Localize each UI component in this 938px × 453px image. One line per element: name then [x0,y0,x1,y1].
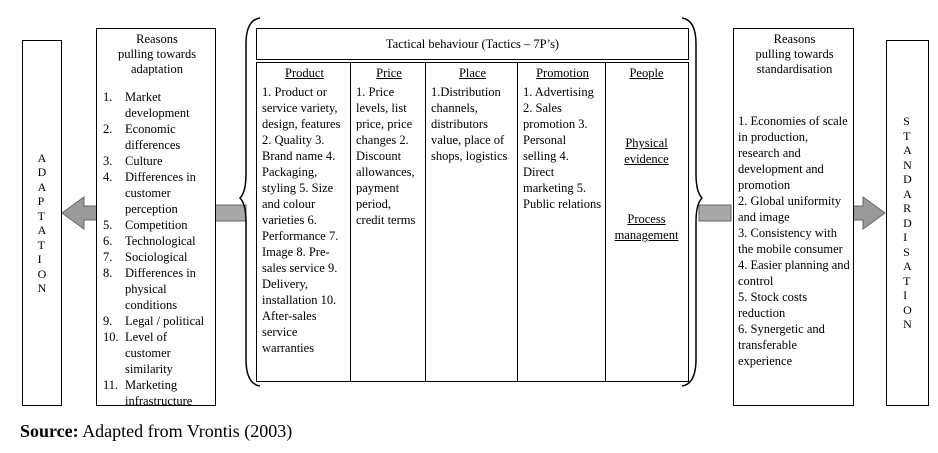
process-management: Process management [614,212,679,242]
header-line: pulling towards [117,47,197,61]
list-item: 5. Stock costs reduction [738,290,808,320]
vertical-letter: S [903,244,910,259]
item-text: Technological [125,234,196,248]
list-item [103,121,211,153]
item-number: 2. [103,122,113,136]
source-label: Source: [20,421,79,441]
price-heading: Price [376,66,402,80]
item-text: Level of customer similarity [125,330,173,376]
price-column [351,63,426,381]
product-heading: Product [285,66,324,80]
item-number: 10. [103,330,119,344]
adaptation-reasons-list [103,89,211,409]
header-line: Reasons [136,32,178,46]
vertical-letter: N [37,281,47,295]
list-item: 3. Consistency with the mobile consumer [738,226,843,256]
item-text: Differences in customer perception [125,170,196,216]
item-text: Marketing infrastructure [125,378,193,408]
vertical-letter: I [903,230,908,245]
source-caption [20,421,292,442]
vertical-letter: T [37,208,45,223]
list-item [103,329,211,377]
list-item: 1. Economies of scale in production, research and development and promotion [738,114,848,192]
vertical-letter: A [903,186,912,201]
list-item [103,249,211,265]
vertical-letter: R [903,201,912,216]
list-item [103,217,211,233]
list-item [103,153,211,169]
people-column [606,63,687,381]
vertical-letter: N [903,317,912,332]
price-list: 1. Price levels, list price, price changes 2. Discount allowances, payment period, credit terms [356,85,416,227]
promotion-list: 1. Advertising 2. Sales promotion 3. Personal selling 4. Direct marketing 5. Public relations [523,85,602,211]
header-line: pulling towards [755,47,834,61]
tactics-title-box [256,28,689,60]
vertical-letter: A [37,223,47,237]
tactics-title: Tactical behaviour (Tactics – 7P’s) [385,37,560,51]
item-text: Market development [125,90,190,120]
adaptation-reasons-header [103,32,211,77]
physical-evidence: Physical evidence [624,136,669,166]
vertical-letter: A [903,143,912,158]
item-number: 6. [103,234,113,248]
place-heading: Place [458,66,487,80]
vertical-letter: I [37,252,42,266]
standardisation-reasons-box [733,28,854,406]
item-text: Sociological [125,250,188,264]
product-list: 1. Product or service variety, design, features 2. Quality 3. Brand name 4. Packaging, styling 5. Size and colour varieties 6. Performance 7. Image 8. Pre-sales service 9. Delivery, installation 10. After-sales service warranties [262,85,341,355]
header-line: adaptation [130,62,184,76]
vertical-letter: D [903,215,912,230]
tactics-columns [256,62,689,382]
vertical-letter: S [903,114,910,129]
item-number: 9. [103,314,113,328]
vertical-letter: P [37,194,45,208]
vertical-letter: N [903,157,912,172]
list-item [103,377,211,409]
promotion-column [518,63,606,381]
place-list: 1.Distribution channels, distributors value, place of shops, logistics [431,85,508,163]
people-heading: People [629,66,664,80]
list-item [103,169,211,217]
item-number: 3. [103,154,113,168]
vertical-letter: O [37,266,47,281]
vertical-letter: A [903,259,912,274]
item-number: 1. [103,90,113,104]
item-number: 8. [103,266,113,280]
item-text: Competition [125,218,188,232]
list-item [103,233,211,249]
standardisation-reasons-list [738,113,851,369]
list-item: 4. Easier planning and control [738,258,850,288]
item-number: 7. [103,250,113,264]
item-number: 4. [103,170,113,184]
list-item: 6. Synergetic and transferable experience [738,322,825,368]
standardisation-label [903,114,912,332]
item-text: Economic differences [125,122,181,152]
item-text: Differences in physical conditions [125,266,196,312]
vertical-letter: A [37,150,47,165]
list-item [103,265,211,313]
vertical-letter: T [903,273,911,288]
adaptation-box [22,40,62,406]
standardisation-reasons-header [738,32,851,77]
item-text: Legal / political [125,314,205,328]
vertical-letter: A [37,179,47,194]
item-number: 5. [103,218,113,232]
promotion-heading: Promotion [536,66,589,80]
vertical-letter: D [37,165,47,179]
vertical-letter: I [903,288,908,303]
vertical-letter: T [37,237,45,252]
adaptation-reasons-box [96,28,216,406]
adaptation-label [38,151,47,296]
vertical-letter: T [903,128,911,143]
header-line: Reasons [773,32,816,46]
vertical-letter: O [903,302,912,317]
product-column [257,63,351,381]
place-column [426,63,518,381]
standardisation-box [886,40,929,406]
item-number: 11. [103,378,119,392]
list-item [103,89,211,121]
item-text: Culture [125,154,163,168]
list-item: 2. Global uniformity and image [738,194,842,224]
header-line: standardisation [756,62,833,76]
vertical-letter: D [903,172,912,187]
list-item [103,313,211,329]
source-text: Adapted from Vrontis (2003) [82,421,293,441]
